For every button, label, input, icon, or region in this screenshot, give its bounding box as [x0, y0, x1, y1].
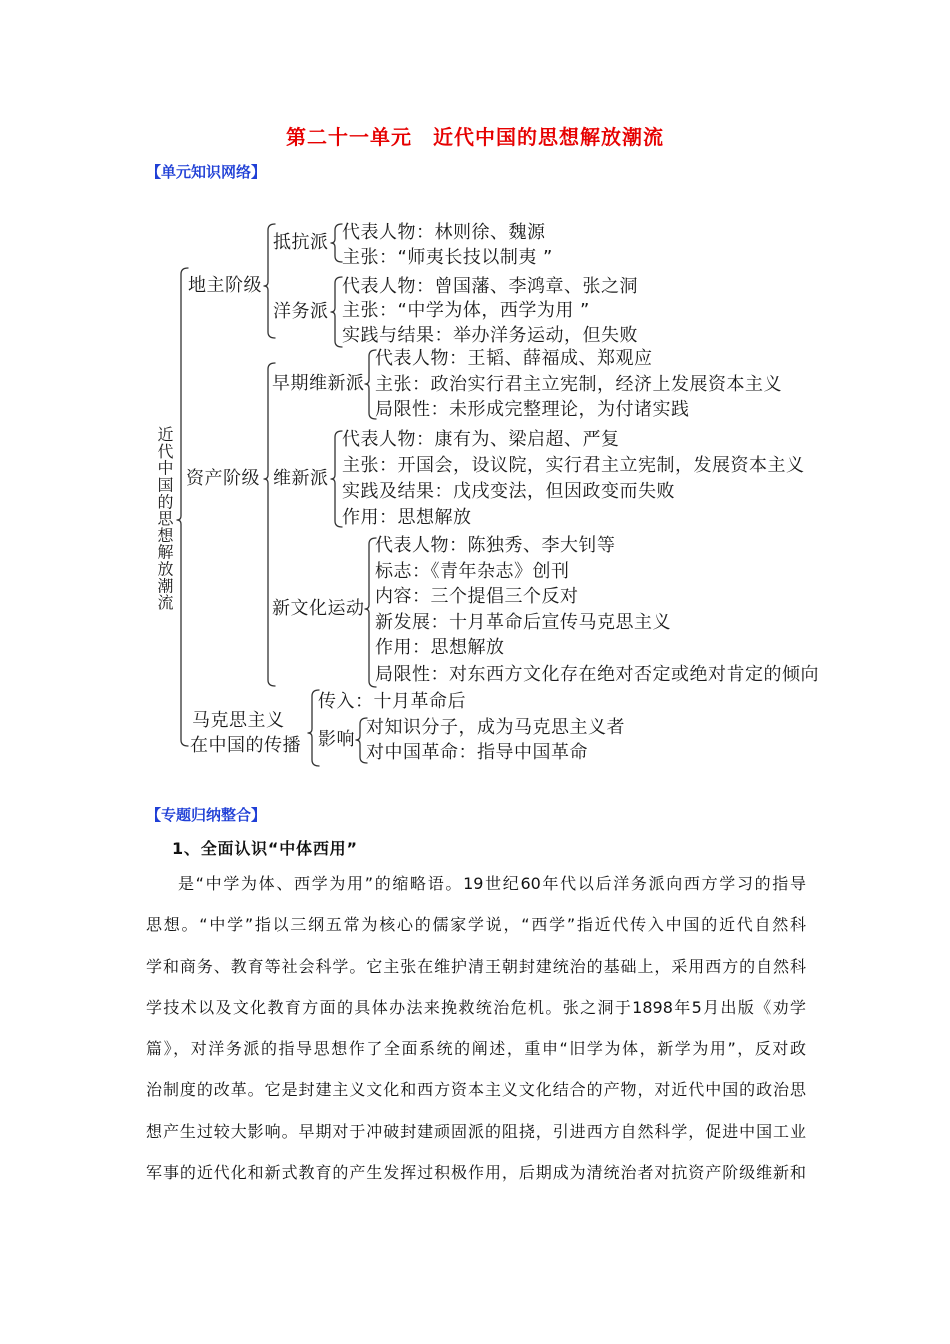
leaf-marxism-introduction: 传入：十月革命后 [318, 691, 466, 712]
leaf-resistance-proposal: 主张：“师夷长技以制夷 ” [342, 247, 553, 268]
bracket-main [177, 268, 188, 746]
paragraph-line: 篇》，对洋务派的指导思想作了全面系统的阐述，重申“旧学为体，新学为用”，反对政 [146, 1039, 806, 1059]
node-reform: 维新派 [273, 468, 329, 489]
bracket-reform [331, 431, 342, 527]
paragraph-line: 想产生过较大影响。早期对于冲破封建顽固派的阻挠，引进西方自然科学，促进中国工业 [146, 1121, 806, 1141]
leaf-new-culture-symbol: 标志：《青年杂志》创刊 [375, 561, 570, 582]
leaf-reform-effect: 作用：思想解放 [342, 507, 472, 528]
paragraph-line: 是“中学为体、西学为用”的缩略语。19世纪60年代以后洋务派向西方学习的指导 [178, 874, 806, 893]
leaf-early-reform-proposal: 主张：政治实行君主立宪制，经济上发展资本主义 [375, 374, 782, 395]
network-root-label: 近代中国的思想解放潮流 [155, 426, 174, 611]
node-early-reform: 早期维新派 [272, 373, 365, 394]
leaf-westernization-proposal: 主张：“中学为体，西学为用 ” [342, 300, 590, 321]
node-marxism-influence: 影响 [318, 729, 355, 750]
page-title: 第二十一单元 近代中国的思想解放潮流 [286, 125, 664, 149]
leaf-influence-intellectuals: 对知识分子，成为马克思主义者 [366, 717, 625, 738]
leaf-resistance-figures: 代表人物：林则徐、魏源 [342, 222, 546, 243]
paragraph-line: 军事的近代化和新式教育的产生发挥过积极作用，后期成为清统治者对抗资产阶级维新和 [146, 1163, 806, 1183]
leaf-reform-result: 实践及结果：戊戌变法，但因政变而失败 [342, 481, 675, 502]
leaf-new-culture-limitation: 局限性：对东西方文化存在绝对否定或绝对肯定的倾向 [375, 664, 819, 685]
paragraph-line: 思想。“中学”指以三纲五常为核心的儒家学说，“西学”指近代传入中国的近代自然科 [146, 915, 806, 935]
leaf-early-reform-limitation: 局限性：未形成完整理论，为付诸实践 [375, 399, 690, 420]
section-label-summary: 【专题归纳整合】 [146, 806, 267, 824]
leaf-influence-revolution: 对中国革命：指导中国革命 [366, 742, 588, 763]
leaf-new-culture-figures: 代表人物：陈独秀、李大钊等 [375, 535, 616, 556]
paragraph-line: 学技术以及文化教育方面的具体办法来挽救统治危机。张之洞于1898年5月出版《劝学 [146, 997, 806, 1017]
node-landlord: 地主阶级 [188, 275, 262, 296]
node-marxism-line2: 在中国的传播 [190, 735, 301, 756]
section-label-knowledge-network: 【单元知识网络】 [146, 163, 267, 181]
leaf-reform-proposal: 主张：开国会，设议院，实行君主立宪制，发展资本主义 [342, 455, 805, 476]
leaf-reform-figures: 代表人物：康有为、梁启超、严复 [342, 429, 620, 450]
leaf-new-culture-development: 新发展：十月革命后宣传马克思主义 [375, 612, 671, 633]
leaf-new-culture-effect: 作用：思想解放 [375, 637, 505, 658]
bracket-westernization [331, 277, 342, 347]
node-marxism-line1: 马克思主义 [192, 710, 285, 731]
bracket-bourgeoisie [264, 363, 275, 686]
paragraph-line: 学和商务、教育等社会科学。它主张在维护清王朝封建统治的基础上，采用西方的自然科 [146, 956, 806, 976]
leaf-westernization-result: 实践与结果：举办洋务运动，但失败 [342, 325, 638, 346]
summary-heading: 1、全面认识“中体西用” [172, 839, 358, 858]
node-new-culture: 新文化运动 [272, 598, 365, 619]
node-westernization: 洋务派 [273, 301, 329, 322]
node-bourgeoisie: 资产阶级 [186, 468, 260, 489]
leaf-westernization-figures: 代表人物：曾国藩、李鸿章、张之洞 [342, 276, 638, 297]
summary-paragraph [146, 863, 806, 1193]
node-resistance: 抵抗派 [273, 232, 329, 253]
leaf-early-reform-figures: 代表人物：王韬、薛福成、郑观应 [375, 348, 653, 369]
paragraph-line: 治制度的改革。它是封建主义文化和西方资本主义文化结合的产物，对近代中国的政治思 [146, 1080, 806, 1100]
leaf-new-culture-content: 内容：三个提倡三个反对 [375, 586, 579, 607]
bracket-resistance [331, 224, 342, 262]
